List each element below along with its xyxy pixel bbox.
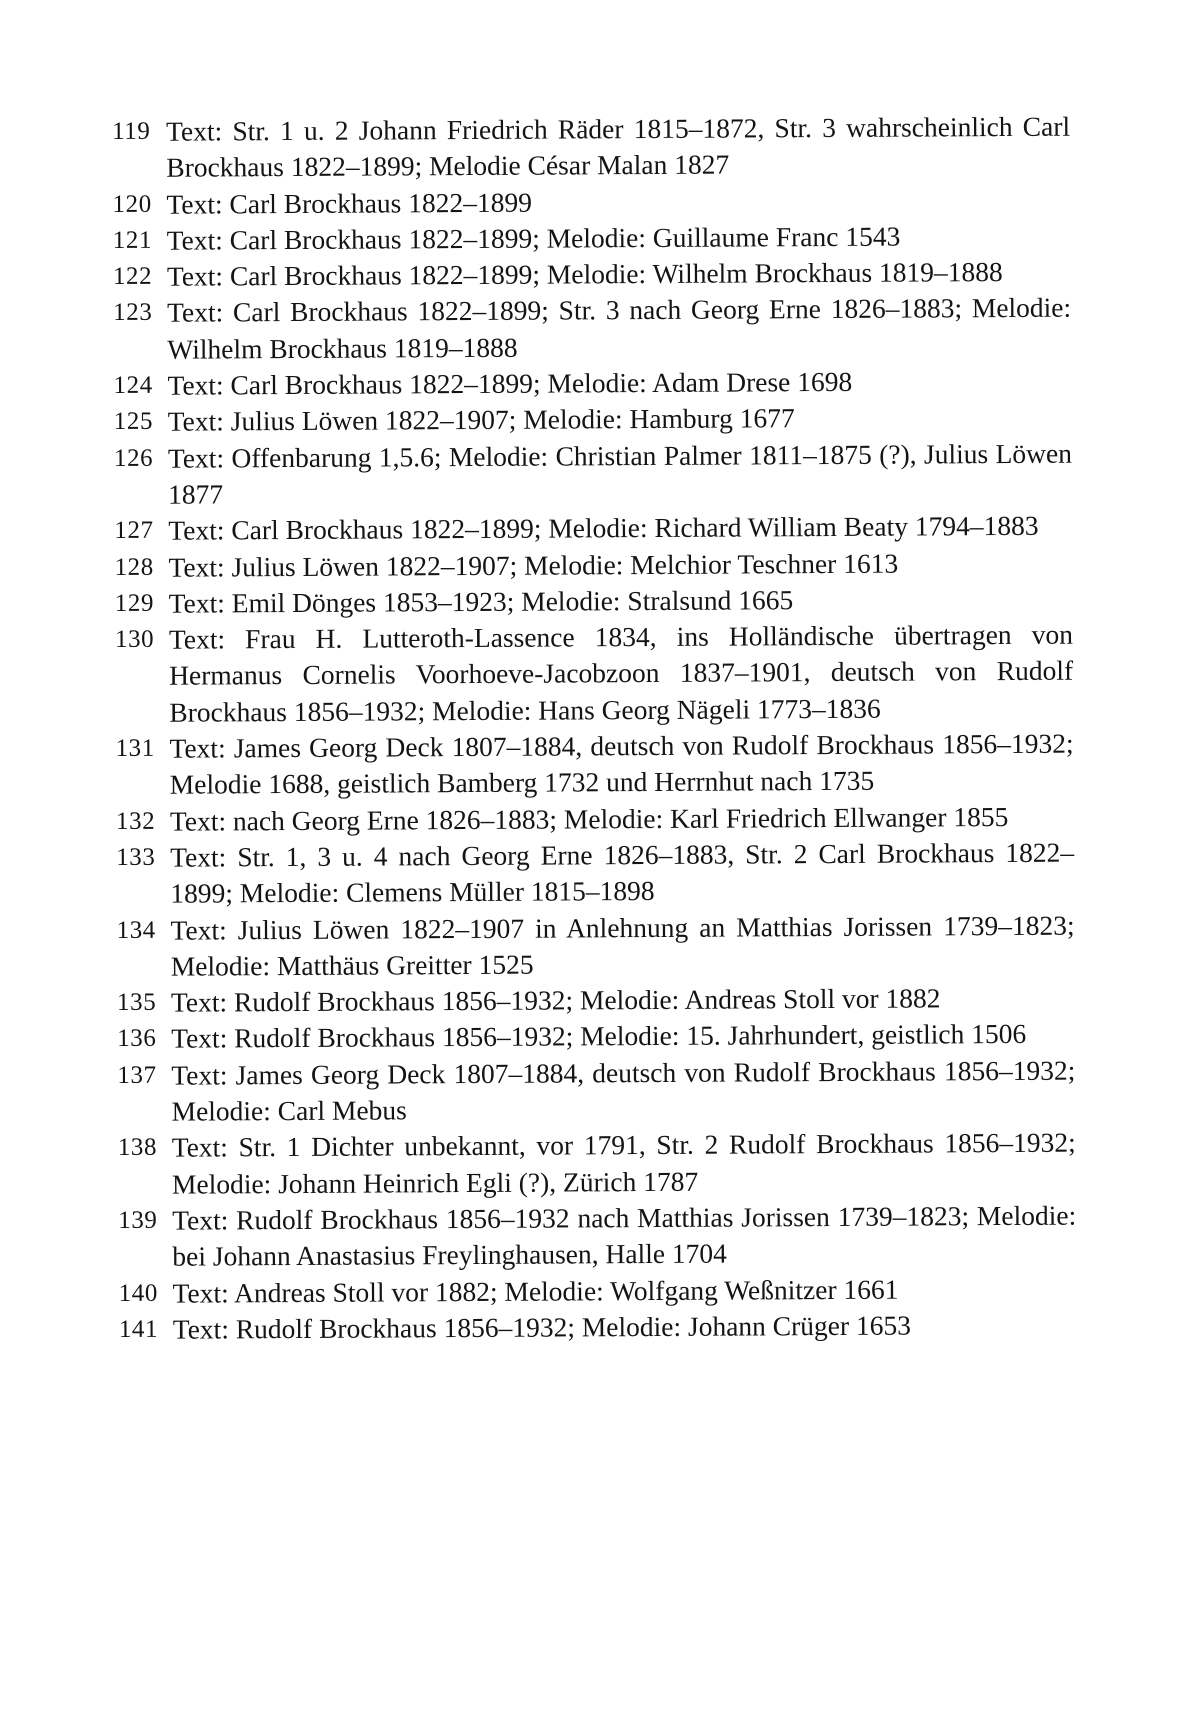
entry-text: Text: Carl Brockhaus 1822–1899; Melodie: Guillaume Franc 1543: [166, 220, 901, 256]
entry-number: 134: [116, 916, 156, 944]
entry-text: Text: Carl Brockhaus 1822–1899; Melodie: Richard William Beaty 1794–1883: [168, 510, 1039, 546]
list-item-131: [115, 726, 1073, 804]
entry-number: 138: [117, 1134, 158, 1162]
entry-text: Text: Julius Löwen 1822–1907 in Anlehnung an Matthias Jorissen 1739–1823; Melodie: Matthäus Greitter 1525: [170, 909, 1075, 982]
list-item-138: [118, 1125, 1076, 1203]
entry-text: Text: Str. 1 Dichter unbekannt, vor 1791, Str. 2 Rudolf Brockhaus 1856–1932; Melodie: Johann Heinrich Egli (?), Zürich 1787: [171, 1126, 1076, 1200]
entry-text: Text: Emil Dönges 1853–1923; Melodie: Stralsund 1665: [168, 584, 794, 619]
entry-text: Text: Offenbarung 1,5.6; Melodie: Christian Palmer 1811–1875 (?), Julius Löwen 1877: [167, 437, 1072, 510]
entry-text: Text: Julius Löwen 1822–1907; Melodie: Hamburg 1677: [167, 402, 795, 438]
list-item-123: [113, 290, 1071, 368]
entry-number: 136: [117, 1025, 157, 1053]
list-item-140: [118, 1270, 1076, 1312]
list-item-133: [116, 835, 1074, 913]
entry-text: Text: James Georg Deck 1807–1884, deutsch von Rudolf Brockhaus 1856–1932; Melodie: Carl Mebus: [171, 1054, 1076, 1127]
list-item-129: [115, 581, 1073, 623]
hymn-source-list: [112, 109, 1077, 1348]
list-item-126: [114, 435, 1072, 513]
list-item-128: [114, 544, 1072, 586]
list-item-120: [112, 181, 1070, 223]
entry-text: Text: Rudolf Brockhaus 1856–1932; Melodie: 15. Jahrhundert, geistlich 1506: [171, 1018, 1027, 1055]
entry-number: 126: [113, 444, 154, 472]
entry-text: Text: Andreas Stoll vor 1882; Melodie: Wolfgang Weßnitzer 1661: [172, 1273, 899, 1309]
entry-number: 120: [112, 190, 152, 218]
list-item-124: [113, 363, 1071, 405]
entry-text: Text: Str. 1, 3 u. 4 nach Georg Erne 1826–1883, Str. 2 Carl Brockhaus 1822–1899; Melodie: Clemens Müller 1815–1898: [170, 836, 1075, 909]
entry-text: Text: Str. 1 u. 2 Johann Friedrich Räder 1815–1872, Str. 3 wahrscheinlich Carl Brockhaus 1822–1899; Melodie César Malan 1827: [166, 110, 1071, 183]
entry-text: Text: Carl Brockhaus 1822–1899; Melodie: Adam Drese 1698: [167, 365, 853, 401]
list-item-125: [114, 399, 1072, 441]
entry-number: 123: [113, 299, 153, 327]
list-item-130: [115, 617, 1074, 731]
entry-text: Text: Rudolf Brockhaus 1856–1932 nach Matthias Jorissen 1739–1823; Melodie: bei Johann Anastasius Freylinghausen, Halle 1704: [172, 1199, 1077, 1272]
entry-number: 129: [114, 589, 155, 617]
entry-text: Text: James Georg Deck 1807–1884, deutsch von Rudolf Brockhaus 1856–1932; Melodie 1688, geistlich Bamberg 1732 und Herrnhut nach 1735: [169, 727, 1074, 801]
list-item-136: [117, 1016, 1075, 1058]
list-item-137: [117, 1052, 1075, 1130]
list-item-122: [113, 254, 1071, 296]
list-item-135: [117, 980, 1075, 1022]
entry-number: 139: [118, 1206, 158, 1234]
entry-number: 135: [116, 988, 157, 1017]
entry-number: 121: [112, 226, 153, 254]
entry-number: 141: [118, 1315, 159, 1343]
list-item-139: [118, 1198, 1076, 1276]
entry-text: Text: Rudolf Brockhaus 1856–1932; Melodie: Andreas Stoll vor 1882: [170, 982, 941, 1018]
entry-number: 137: [117, 1061, 157, 1089]
entry-number: 130: [114, 625, 155, 654]
list-item-134: [116, 907, 1074, 985]
entry-text: Text: Carl Brockhaus 1822–1899; Melodie: Wilhelm Brockhaus 1819–1888: [166, 256, 1003, 292]
entry-text: Text: Rudolf Brockhaus 1856–1932; Melodie: Johann Crüger 1653: [172, 1309, 912, 1345]
list-item-121: [113, 218, 1071, 260]
entry-number: 131: [115, 734, 155, 763]
entry-text: Text: Carl Brockhaus 1822–1899; Str. 3 nach Georg Erne 1826–1883; Melodie: Wilhelm Brockhaus 1819–1888: [167, 292, 1072, 365]
entry-number: 132: [115, 807, 156, 835]
entry-number: 119: [112, 117, 151, 145]
entry-text: Text: Frau H. Lutteroth-Lassence 1834, ins Holländische übertragen von Hermanus Cornelis Voorhoeve-Jacobzoon 1837–1901, deutsch von Rudolf Brockhaus 1856–1932; Melodie: Hans Georg Nägeli 1773–1836: [168, 618, 1074, 728]
list-item-141: [119, 1306, 1077, 1348]
list-item-119: [112, 109, 1070, 187]
list-item-127: [114, 508, 1072, 550]
entry-text: Text: Julius Löwen 1822–1907; Melodie: Melchior Teschner 1613: [168, 547, 899, 583]
entry-text: Text: Carl Brockhaus 1822–1899: [166, 186, 533, 220]
entry-number: 122: [112, 262, 153, 291]
entry-number: 125: [113, 408, 154, 436]
entry-number: 128: [114, 553, 154, 581]
entry-text: Text: nach Georg Erne 1826–1883; Melodie: Karl Friedrich Ellwanger 1855: [169, 800, 1009, 837]
entry-number: 124: [113, 371, 153, 400]
entry-number: 127: [114, 517, 154, 545]
list-item-132: [116, 798, 1074, 840]
entry-number: 140: [118, 1279, 158, 1307]
entry-number: 133: [116, 843, 156, 871]
